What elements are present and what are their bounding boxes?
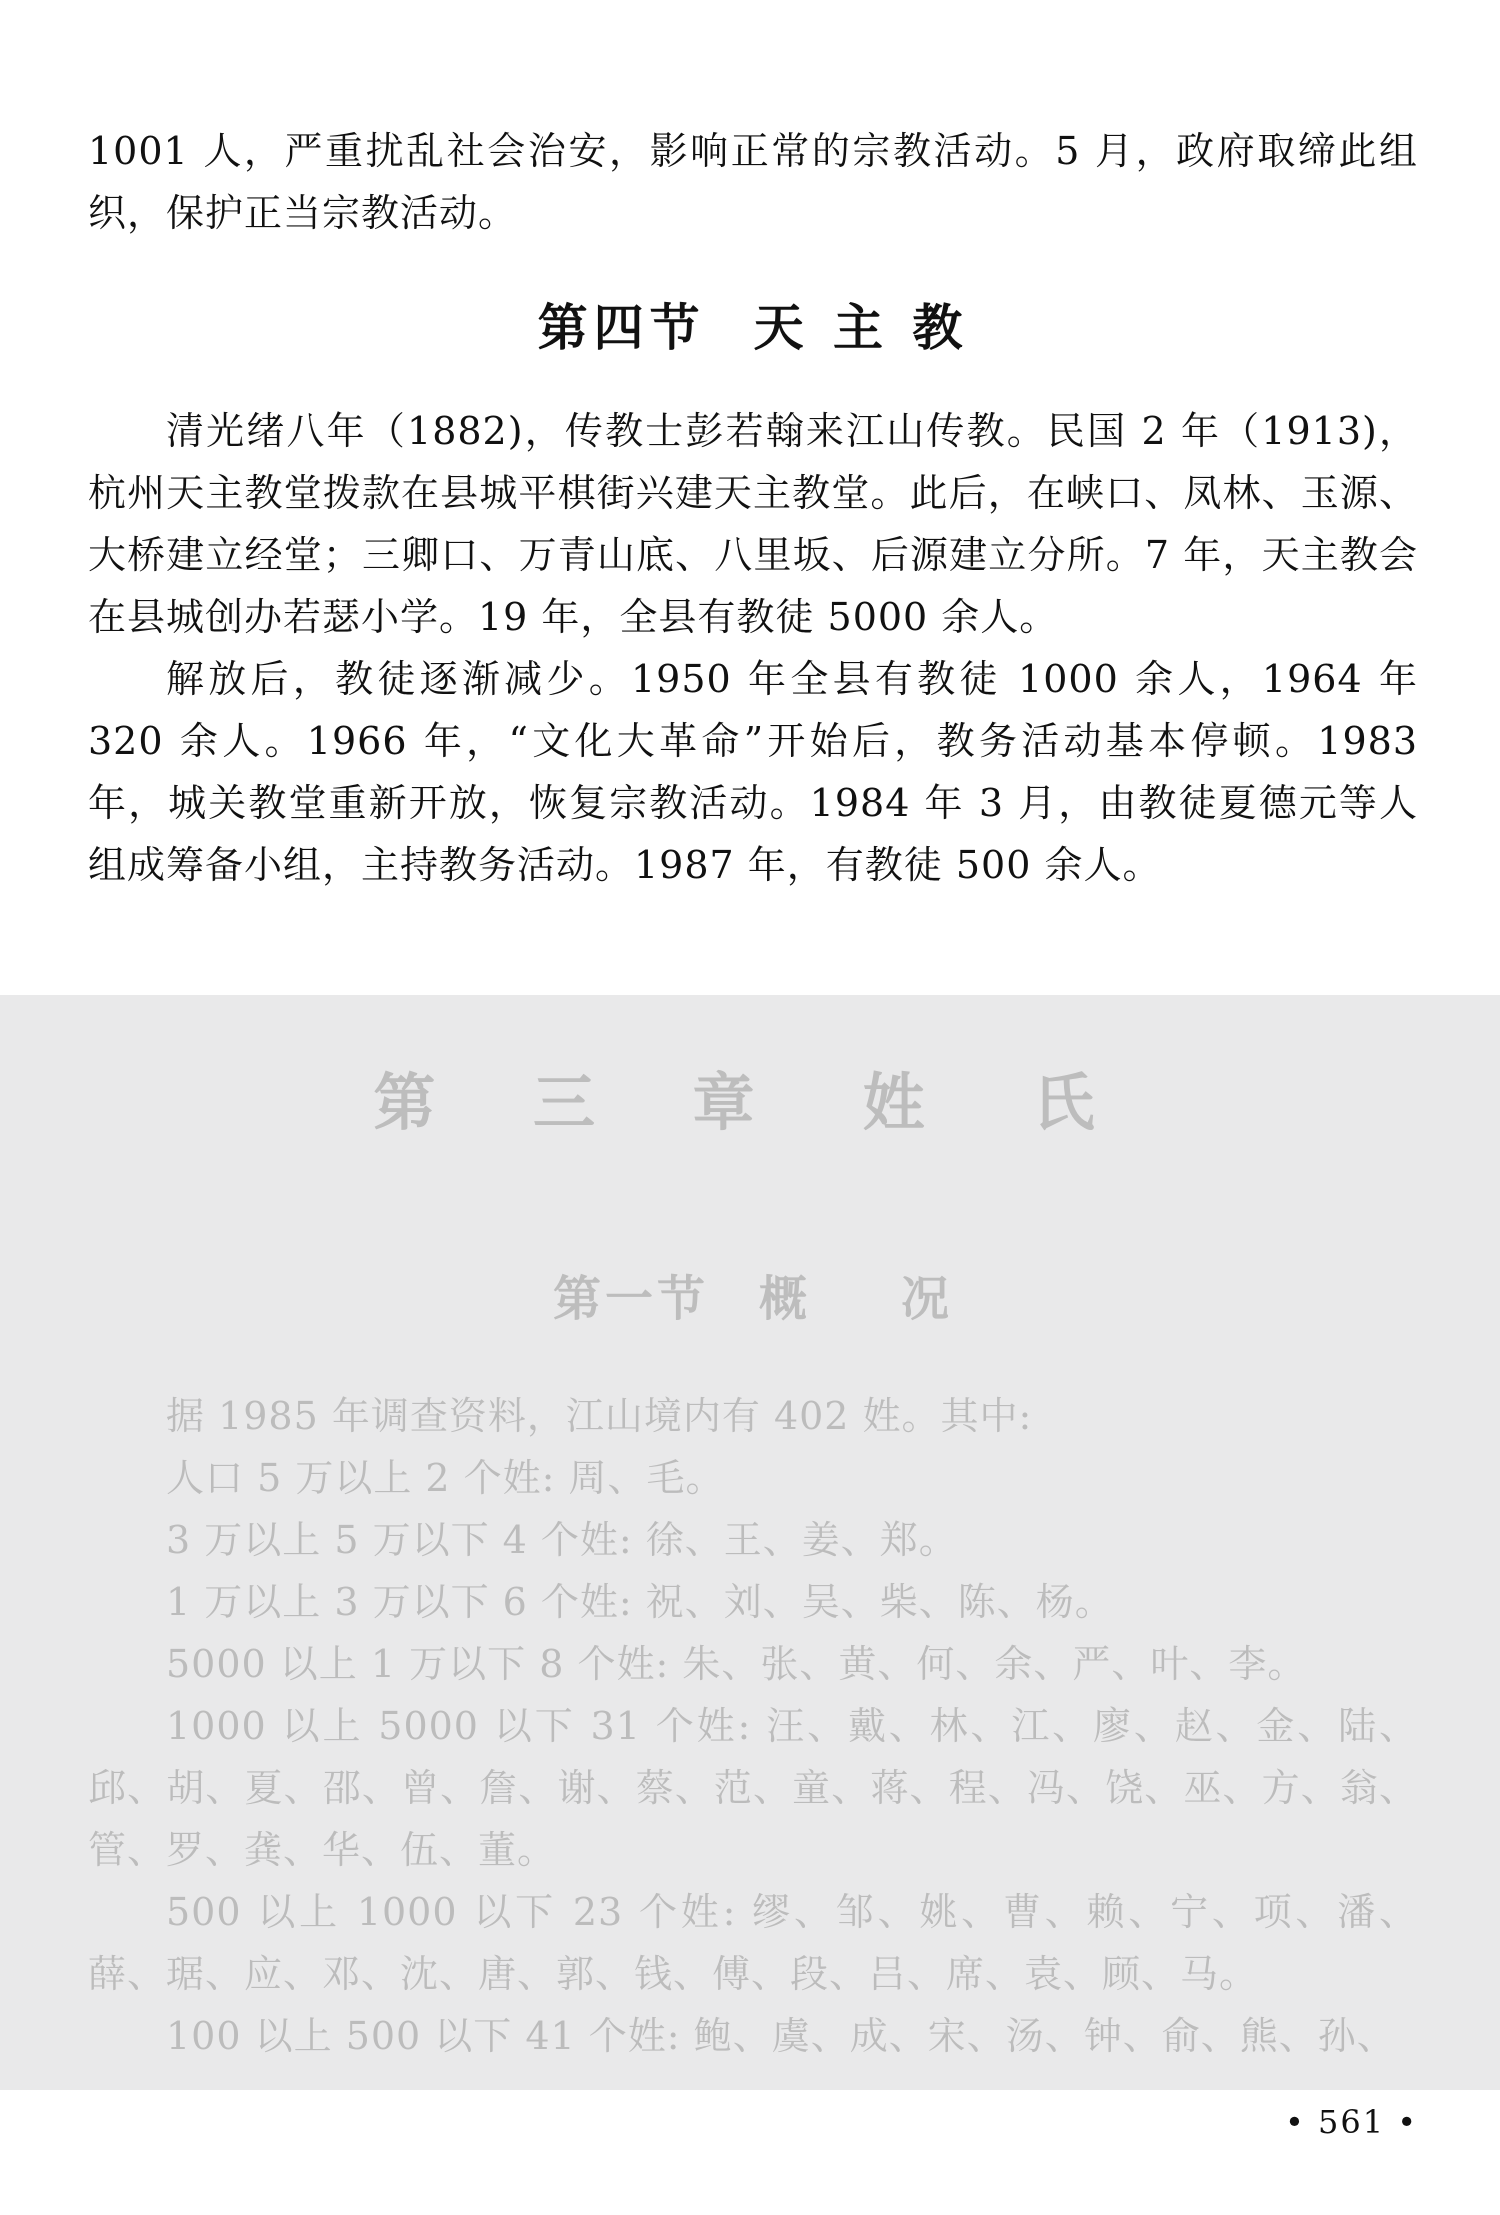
section-one-paragraph-2: 人口 5 万以上 2 个姓: 周、毛。	[166, 1456, 725, 1500]
section-four-title	[88, 288, 1418, 360]
section-one-paragraph-7: 500 以上 1000 以下 23 个姓: 缪、邹、姚、曹、赖、宁、项、潘、薛、琚、应、邓、沈、唐、郭、钱、傅、段、吕、席、袁、顾、马。	[88, 1890, 1418, 1996]
section-one-paragraph-3: 3 万以上 5 万以下 4 个姓: 徐、王、姜、郑。	[166, 1518, 958, 1562]
section-one-word-1: 概	[758, 1271, 811, 1327]
section-one-paragraph-4: 1 万以上 3 万以下 6 个姓: 祝、刘、吴、柴、陈、杨。	[166, 1580, 1114, 1624]
chapter-three-number: 第 三 章	[373, 1066, 793, 1139]
section-one-paragraph-5: 5000 以上 1 万以下 8 个姓: 朱、张、黄、何、余、严、叶、李。	[166, 1642, 1307, 1686]
chapter-three-word-2: 氏	[1032, 1066, 1133, 1139]
section-four-number: 第四节	[537, 298, 706, 357]
carryover-paragraph: 1001 人，严重扰乱社会治安，影响正常的宗教活动。5 月，政府取缔此组织，保护正当宗教活动。	[88, 129, 1418, 235]
section-one-number: 第一节	[552, 1271, 709, 1327]
chapter-three-word-1: 姓	[862, 1066, 963, 1139]
section-four-paragraph-1: 清光绪八年（1882)，传教士彭若翰来江山传教。民国 2 年（1913)，杭州天主教堂拨款在县城平棋街兴建天主教堂。此后，在峡口、凤林、玉源、大桥建立经堂；三卿口、万青山底、八里坂、后源建立分所。7 年，天主教会在县城创办若瑟小学。19 年，全县有教徒 5000 余人。	[88, 409, 1418, 639]
section-one-word-2: 况	[901, 1271, 954, 1327]
section-four-name: 天 主 教	[753, 298, 969, 357]
upper-text-block	[88, 120, 1418, 896]
section-one-body	[88, 1385, 1418, 2067]
section-one-title	[88, 1260, 1418, 1329]
section-one-paragraph-8: 100 以上 500 以下 41 个姓: 鲍、虞、成、宋、汤、钟、俞、熊、孙、	[166, 2014, 1396, 2058]
section-one-paragraph-6: 1000 以上 5000 以下 31 个姓: 汪、戴、林、江、廖、赵、金、陆、邱、胡、夏、邵、曾、詹、谢、蔡、范、童、蒋、程、冯、饶、巫、方、翁、管、罗、龚、华、伍、董。	[88, 1704, 1418, 1872]
shaded-region	[0, 995, 1500, 2090]
section-four-paragraph-2: 解放后，教徒逐渐减少。1950 年全县有教徒 1000 余人，1964 年 320 余人。1966 年，“文化大革命”开始后，教务活动基本停顿。1983 年，城关教堂重新开放，恢复宗教活动。1984 年 3 月，由教徒夏德元等人组成筹备小组，主持教务活动。1987 年，有教徒 500 余人。	[88, 657, 1418, 887]
chapter-three-title	[88, 1053, 1418, 1142]
section-one-paragraph-1: 据 1985 年调查资料，江山境内有 402 姓。其中:	[166, 1394, 1033, 1438]
page-number: • 561 •	[1285, 2103, 1419, 2141]
